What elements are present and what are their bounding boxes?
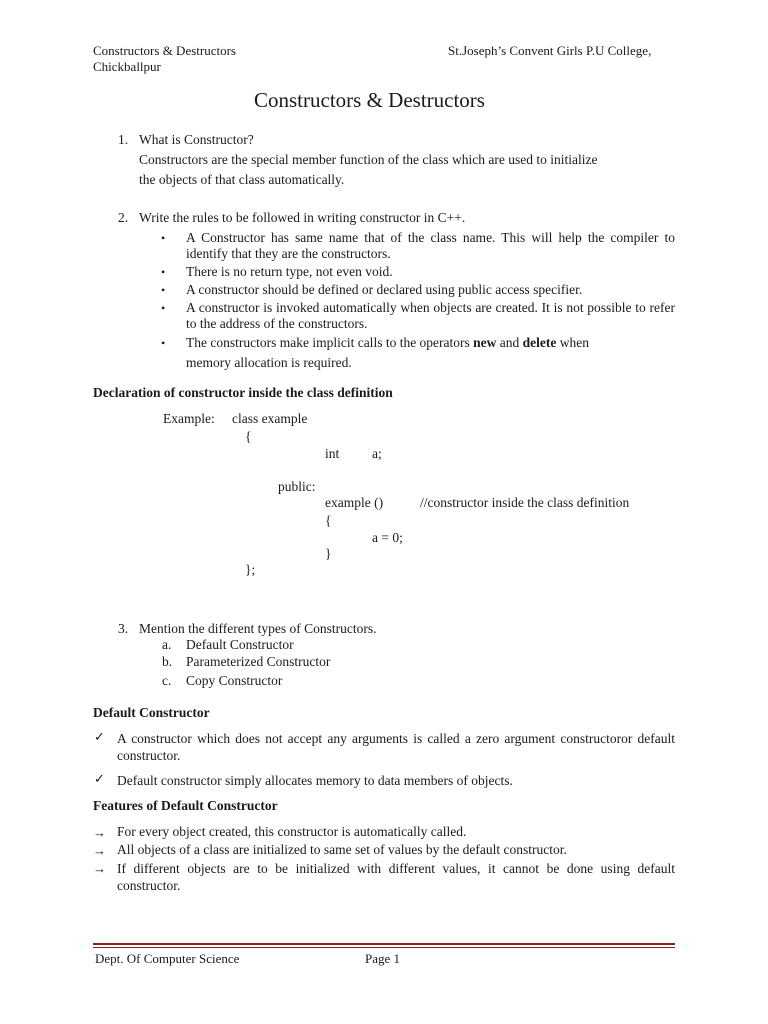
default-heading: Default Constructor bbox=[93, 705, 210, 720]
code-int-keyword: int bbox=[325, 446, 340, 461]
bullet-icon: • bbox=[161, 336, 166, 350]
code-variable: a; bbox=[372, 446, 382, 461]
header-left-city: Chickballpur bbox=[93, 59, 161, 74]
rule-item: A constructor is invoked automatically when objects are created. It is not possible to refer to the address of the constructors. bbox=[186, 300, 675, 331]
q2-question: Write the rules to be followed in writing constructor in C++. bbox=[139, 210, 466, 225]
q3-question: Mention the different types of Constructors. bbox=[139, 621, 377, 636]
code-assignment: a = 0; bbox=[372, 530, 403, 545]
arrow-icon: → bbox=[93, 861, 106, 876]
header-right: St.Joseph’s Convent Girls P.U College, bbox=[448, 43, 652, 58]
rule-item-text: The constructors make implicit calls to the operators bbox=[186, 335, 474, 350]
list-item: Copy Constructor bbox=[186, 673, 283, 688]
q1-answer-line2: the objects of that class automatically. bbox=[139, 172, 345, 187]
list-marker: a. bbox=[162, 637, 172, 652]
code-comment: //constructor inside the class definition bbox=[420, 495, 630, 510]
feature-item: All objects of a class are initialized to same set of values by the default constructor. bbox=[117, 842, 567, 857]
default-point: Default constructor simply allocates memory to data members of objects. bbox=[117, 773, 513, 788]
bullet-icon: • bbox=[161, 265, 166, 279]
q1-answer-line1: Constructors are the special member function of the class which are used to initialize bbox=[139, 152, 598, 167]
example-label: Example: bbox=[163, 411, 215, 426]
arrow-icon: → bbox=[93, 825, 106, 840]
bullet-icon: • bbox=[161, 301, 166, 315]
list-marker: b. bbox=[162, 654, 173, 669]
rule-item: A Constructor has same name that of the class name. This will help the compiler to identify that they are the constructors. bbox=[186, 230, 675, 261]
bullet-icon: • bbox=[161, 283, 166, 297]
page-title: Constructors & Destructors bbox=[254, 88, 485, 112]
list-item: Default Constructor bbox=[186, 637, 294, 652]
footer-rule-top bbox=[93, 943, 675, 945]
keyword-delete: delete bbox=[522, 335, 557, 350]
footer-department: Dept. Of Computer Science bbox=[95, 951, 240, 966]
feature-item: For every object created, this constructor is automatically called. bbox=[117, 824, 467, 839]
rule-item: There is no return type, not even void. bbox=[186, 264, 393, 279]
code-close: }; bbox=[245, 562, 256, 577]
rule-item-continued: memory allocation is required. bbox=[186, 355, 352, 370]
q1-number: 1. bbox=[118, 132, 129, 147]
check-icon: ✓ bbox=[94, 771, 105, 786]
q1-question: What is Constructor? bbox=[139, 132, 254, 147]
code-public-keyword: public: bbox=[278, 479, 316, 494]
footer-page-number: Page 1 bbox=[365, 951, 401, 966]
arrow-icon: → bbox=[93, 843, 106, 858]
q2-number: 2. bbox=[118, 210, 129, 225]
rule-item-text: and bbox=[496, 335, 523, 350]
code-inner-open-brace: { bbox=[325, 513, 332, 528]
q3-number: 3. bbox=[118, 621, 129, 636]
list-item: Parameterized Constructor bbox=[186, 654, 331, 669]
check-icon: ✓ bbox=[94, 729, 105, 744]
feature-item: If different objects are to be initialized with different values, it cannot be done using default constructor. bbox=[117, 861, 675, 893]
bullet-icon: • bbox=[161, 231, 166, 245]
footer-rule-bottom bbox=[93, 947, 675, 948]
rule-item bbox=[186, 335, 589, 351]
rule-item-text: when bbox=[556, 335, 590, 350]
list-marker: c. bbox=[162, 673, 172, 688]
default-point: A constructor which does not accept any arguments is called a zero argument constructoror default constructor. bbox=[117, 731, 675, 763]
keyword-new: new bbox=[473, 335, 497, 350]
header-left: Constructors & Destructors bbox=[93, 43, 236, 58]
code-inner-close-brace: } bbox=[325, 546, 332, 561]
declaration-heading: Declaration of constructor inside the class definition bbox=[93, 385, 393, 400]
features-heading: Features of Default Constructor bbox=[93, 798, 278, 813]
code-open-brace: { bbox=[245, 429, 252, 444]
code-constructor: example () bbox=[325, 495, 384, 510]
rule-item: A constructor should be defined or declared using public access specifier. bbox=[186, 282, 583, 297]
code-class-line: class example bbox=[232, 411, 308, 426]
